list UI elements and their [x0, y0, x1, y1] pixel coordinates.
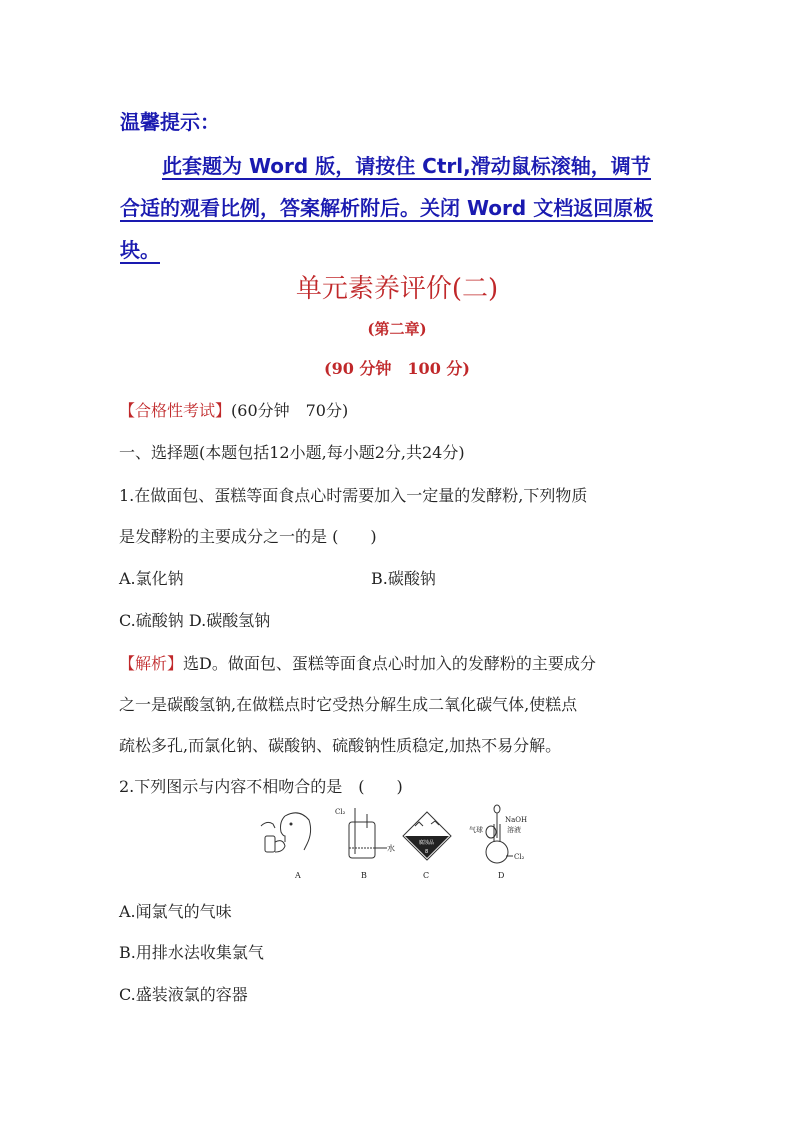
part-one-heading: 一、选择题(本题包括12小题,每小题2分,共24分): [119, 443, 465, 462]
figure-b-gas-label: Cl₂: [335, 808, 346, 816]
q1-stem-line-2: 是发酵粉的主要成分之一的是 ( ): [119, 527, 377, 546]
q1-option-a: A.氯化钠: [119, 569, 184, 588]
figure-d-balloon-label: 气球: [469, 826, 483, 834]
figure-d-solution-label: 溶液: [507, 826, 521, 834]
q2-option-c: C.盛装液氯的容器: [119, 985, 248, 1004]
figure-label-b: B: [361, 871, 367, 880]
figure-d-naoh-label: NaOH: [505, 816, 528, 824]
chapter-label: (第二章): [367, 320, 427, 338]
analysis-tag: 【解析】: [119, 654, 184, 673]
figure-label-d: D: [498, 871, 505, 880]
q1-analysis-line-1: 【解析】选D。做面包、蛋糕等面食点心时加入的发酵粉的主要成分: [119, 654, 596, 673]
figure-c-class-label: 8: [425, 849, 429, 855]
figure-b-gas-bottle: [349, 808, 387, 858]
section-info: (60分钟 70分): [231, 401, 349, 420]
figure-b-water-label: 水: [387, 844, 395, 853]
tip-body: [120, 145, 680, 271]
q1-stem-line-1: 1.在做面包、蛋糕等面食点心时需要加入一定量的发酵粉,下列物质: [119, 486, 588, 505]
figure-d-flask: [486, 805, 513, 863]
section-tag: 【合格性考试】: [119, 401, 232, 420]
time-score-label: (90 分钟 100 分): [324, 359, 470, 378]
q1-analysis-line-2: 之一是碳酸氢钠,在做糕点时它受热分解生成二氧化碳气体,使糕点: [119, 695, 578, 714]
page-title: 单元素养评价(二): [295, 274, 499, 304]
section-heading: [119, 398, 348, 421]
q1-option-b: B.碳酸钠: [371, 569, 436, 588]
figure-label-a: A: [295, 871, 301, 880]
q1-option-cd: C.硫酸钠 D.碳酸氢钠: [119, 611, 271, 630]
figure-d-gas-label: Cl₂: [514, 853, 525, 861]
tip-line-3: 块。: [120, 238, 160, 262]
figure-label-c: C: [423, 871, 430, 880]
tip-title: 温馨提示：: [120, 110, 220, 134]
tip-line-1: 此套题为 Word 版，请按住 Ctrl,滑动鼠标滚轴，调节: [162, 154, 651, 178]
q1-analysis-line-3: 疏松多孔,而氯化钠、碳酸钠、硫酸钠性质稳定,加热不易分解。: [119, 736, 562, 755]
tip-line-2: 合适的观看比例，答案解析附后。关闭 Word 文档返回原板: [120, 196, 654, 220]
q2-figure: [255, 802, 545, 884]
q2-option-a: A.闻氯气的气味: [119, 902, 232, 921]
q2-option-b: B.用排水法收集氯气: [119, 943, 264, 962]
q2-stem: 2.下列图示与内容不相吻合的是 ( ): [119, 777, 403, 796]
figure-c-sign-label: 腐蚀品: [419, 840, 435, 846]
figure-a-smell-illustration: [261, 813, 311, 852]
